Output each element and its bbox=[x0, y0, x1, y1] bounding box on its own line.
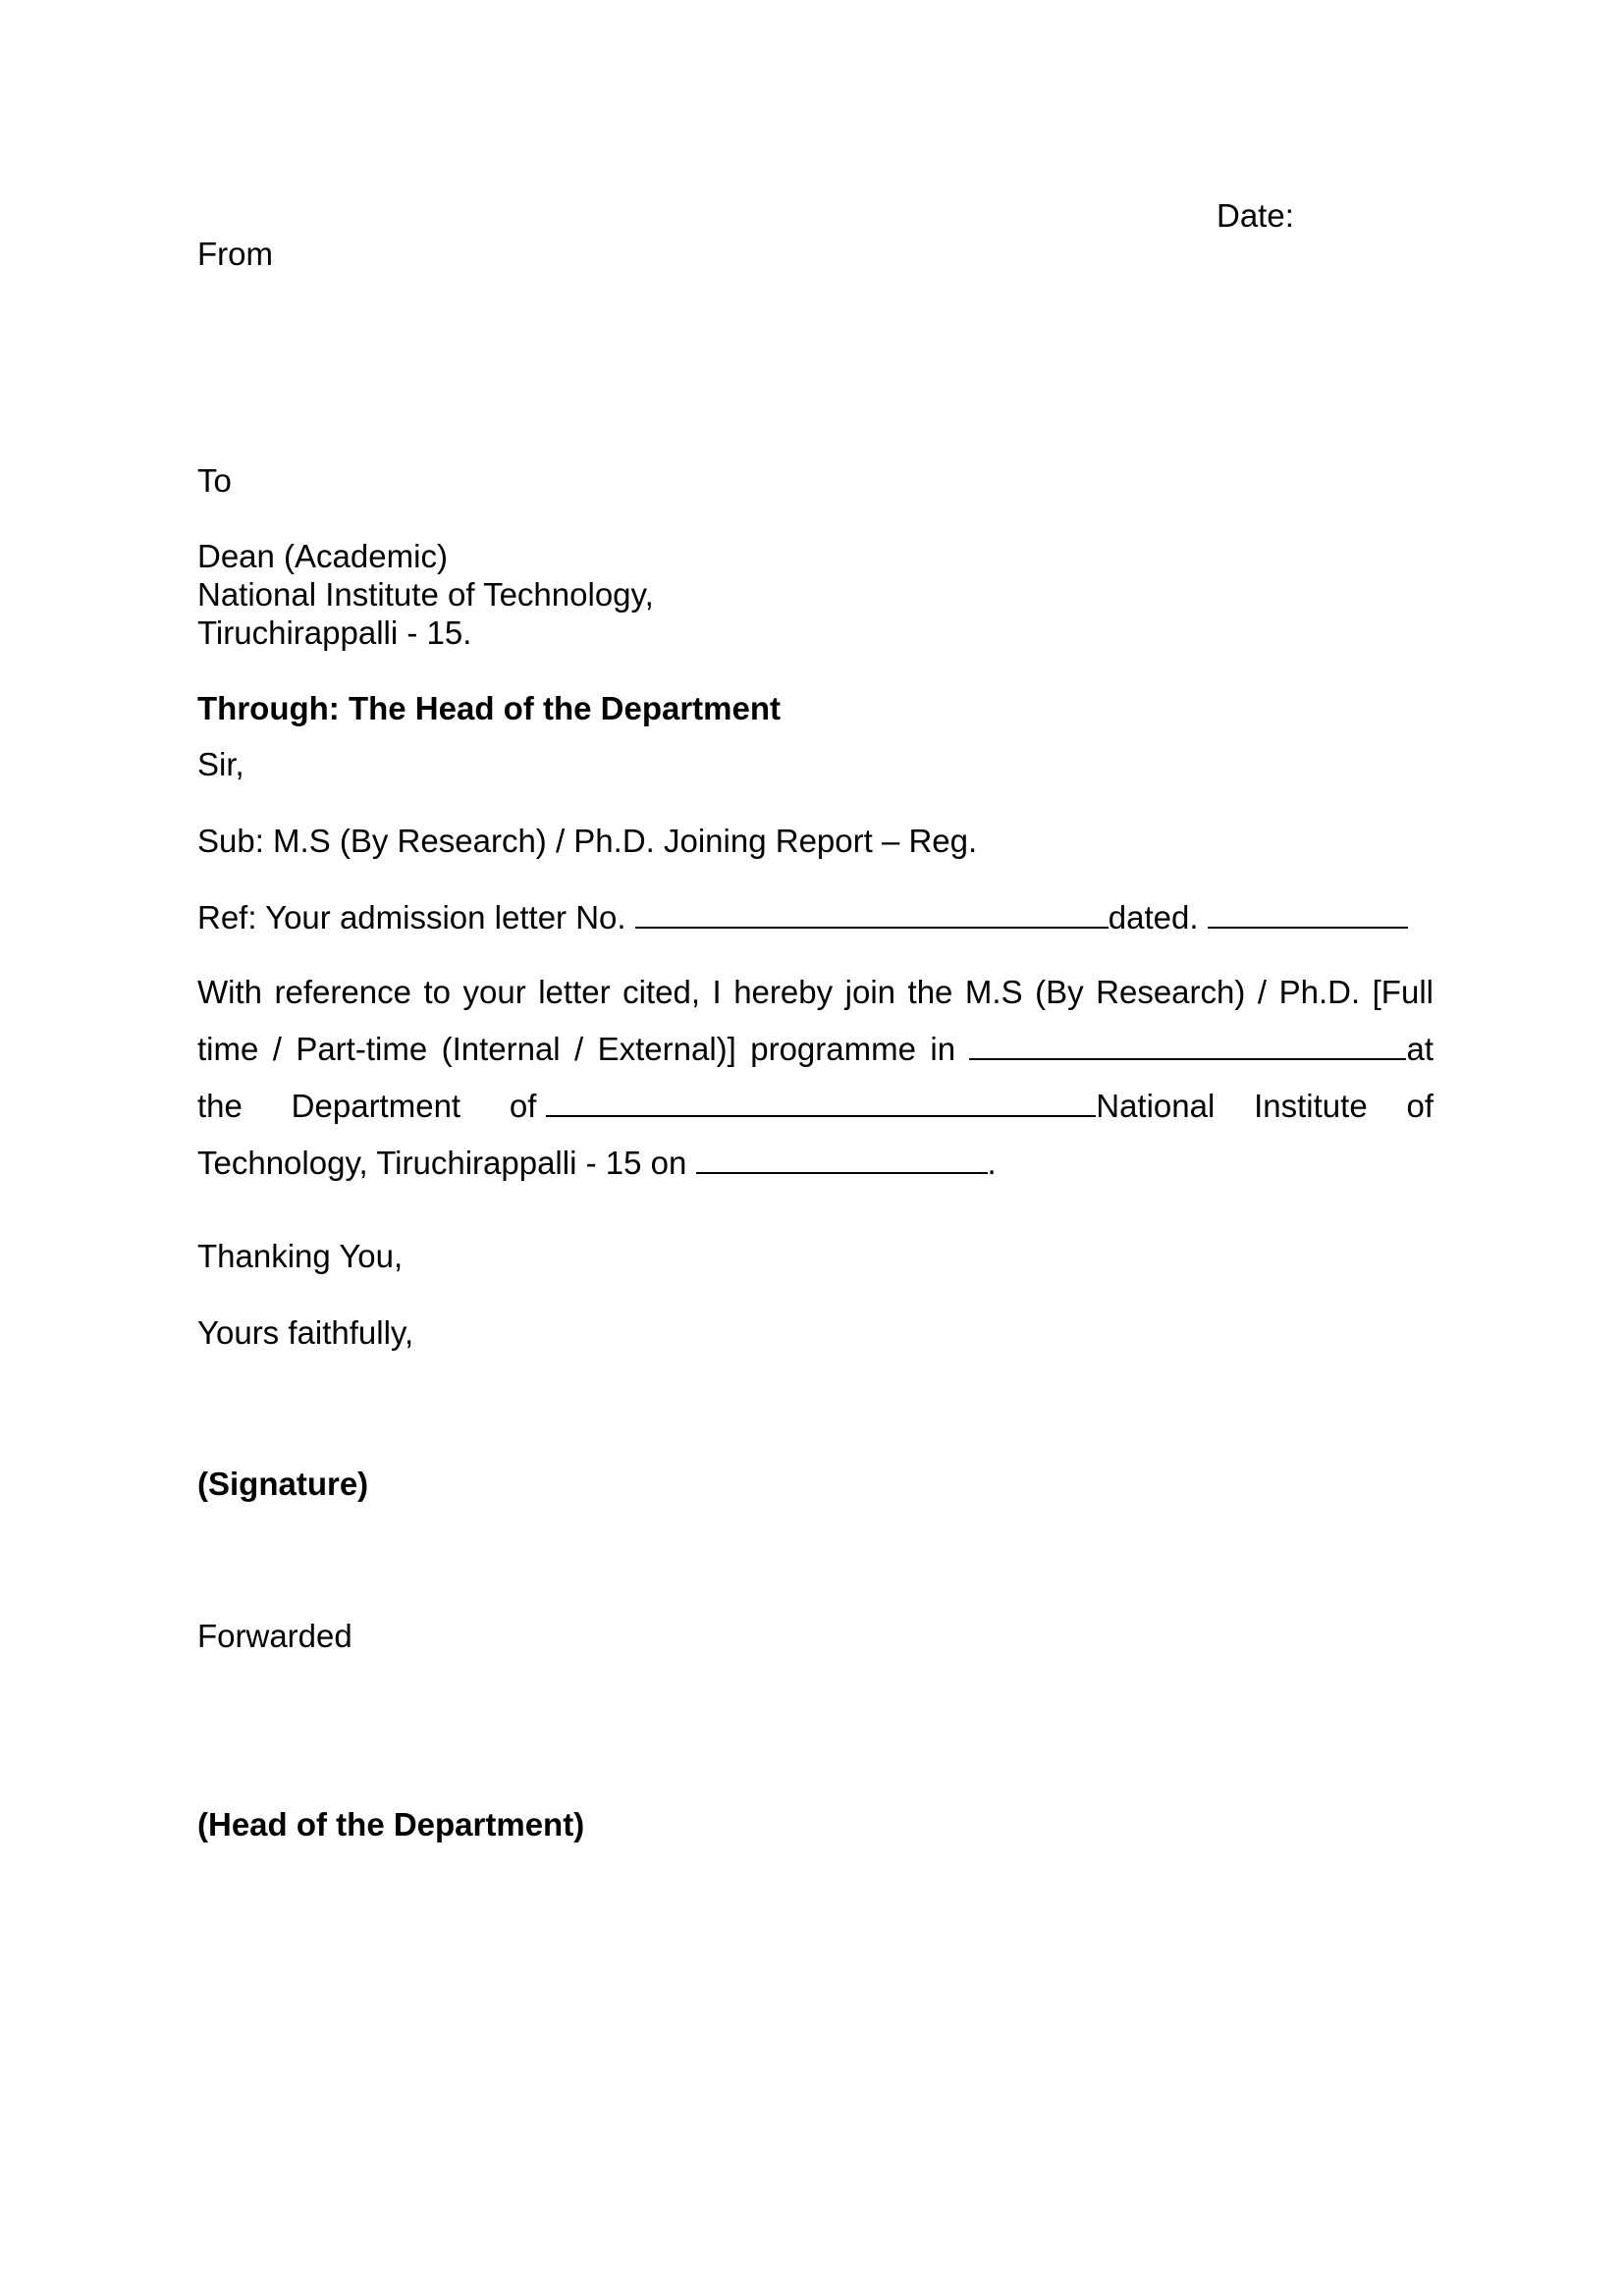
letter-no-blank[interactable] bbox=[635, 899, 1109, 929]
addressee-line: Dean (Academic) bbox=[197, 538, 448, 574]
thanking-line: Thanking You, bbox=[197, 1238, 404, 1274]
from-label: From bbox=[197, 236, 273, 272]
closing-line: Yours faithfully, bbox=[197, 1314, 414, 1351]
ref-dated: dated. bbox=[1108, 899, 1199, 935]
body-text: Technology, Tiruchirappalli - 15 on bbox=[197, 1145, 687, 1181]
addressee-line: Tiruchirappalli - 15. bbox=[197, 614, 472, 651]
hod-label: (Head of the Department) bbox=[197, 1806, 585, 1842]
date-label: Date: bbox=[1217, 197, 1294, 234]
body-text: at bbox=[1406, 1031, 1434, 1067]
to-label: To bbox=[197, 462, 232, 499]
body-line-4 bbox=[197, 1145, 997, 1182]
addressee-line: National Institute of Technology, bbox=[197, 576, 654, 613]
body-text: the Department of bbox=[197, 1088, 537, 1124]
body-line-3 bbox=[197, 1088, 1434, 1125]
forwarded-label: Forwarded bbox=[197, 1618, 352, 1654]
body-line-1: With reference to your letter cited, I hereby join the M.S (By Research) / Ph.D. [Full bbox=[197, 974, 1434, 1010]
signature-label: (Signature) bbox=[197, 1466, 369, 1502]
department-blank[interactable] bbox=[546, 1088, 1096, 1117]
through-line: Through: The Head of the Department bbox=[197, 690, 781, 726]
body-line-2 bbox=[197, 1031, 1434, 1068]
programme-blank[interactable] bbox=[969, 1031, 1406, 1060]
body-text: time / Part-time (Internal / External)] programme in bbox=[197, 1031, 956, 1067]
body-text: . bbox=[987, 1145, 997, 1181]
date-blank[interactable] bbox=[1208, 899, 1408, 929]
reference-line bbox=[197, 899, 1408, 936]
subject-line: Sub: M.S (By Research) / Ph.D. Joining Report – Reg. bbox=[197, 823, 978, 859]
body-text: National Institute of bbox=[1096, 1088, 1434, 1124]
salutation: Sir, bbox=[197, 746, 244, 782]
joining-date-blank[interactable] bbox=[696, 1145, 988, 1174]
ref-prefix: Ref: Your admission letter No. bbox=[197, 899, 626, 935]
